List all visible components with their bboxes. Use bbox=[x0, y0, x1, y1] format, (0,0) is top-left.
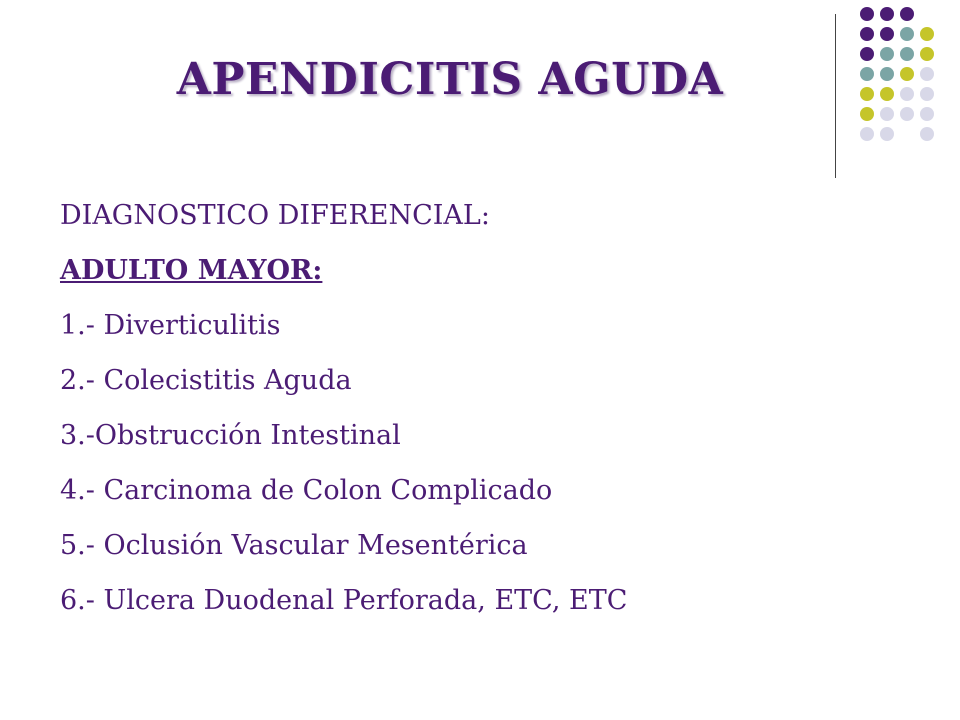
list-item: 4.- Carcinoma de Colon Complicado bbox=[60, 475, 553, 506]
decorative-dot bbox=[900, 7, 914, 21]
list-item: 5.- Oclusión Vascular Mesentérica bbox=[60, 530, 528, 561]
decorative-dot bbox=[860, 7, 874, 21]
decorative-dot bbox=[860, 47, 874, 61]
slide-body bbox=[60, 188, 920, 628]
decorative-dot bbox=[880, 27, 894, 41]
list-item: 6.- Ulcera Duodenal Perforada, ETC, ETC bbox=[60, 585, 628, 616]
decorative-dot bbox=[880, 47, 894, 61]
decorative-dot bbox=[920, 127, 934, 141]
decorative-dot bbox=[900, 67, 914, 81]
decorative-dot bbox=[920, 67, 934, 81]
decorative-dot bbox=[900, 107, 914, 121]
decorative-dot bbox=[900, 87, 914, 101]
list-item: 1.- Diverticulitis bbox=[60, 310, 281, 341]
decorative-dot bbox=[920, 87, 934, 101]
decorative-dot bbox=[860, 127, 874, 141]
decorative-dot bbox=[880, 127, 894, 141]
slide-title: APENDICITIS AGUDA bbox=[176, 54, 724, 105]
decorative-dot bbox=[860, 107, 874, 121]
decorative-dot bbox=[920, 27, 934, 41]
decorative-dot bbox=[860, 87, 874, 101]
section-heading: DIAGNOSTICO DIFERENCIAL: bbox=[60, 200, 490, 231]
list-item: 2.- Colecistitis Aguda bbox=[60, 365, 352, 396]
decorative-dot bbox=[860, 67, 874, 81]
decorative-dot bbox=[920, 47, 934, 61]
decorative-dot bbox=[900, 27, 914, 41]
decorative-dot bbox=[920, 107, 934, 121]
decorative-dot bbox=[880, 67, 894, 81]
decorative-dot bbox=[880, 7, 894, 21]
list-item: 3.-Obstrucción Intestinal bbox=[60, 420, 401, 451]
decorative-dot bbox=[900, 47, 914, 61]
section-subheading: ADULTO MAYOR: bbox=[60, 255, 323, 286]
decorative-dot bbox=[880, 87, 894, 101]
decorative-dot bbox=[860, 27, 874, 41]
decorative-dot bbox=[880, 107, 894, 121]
